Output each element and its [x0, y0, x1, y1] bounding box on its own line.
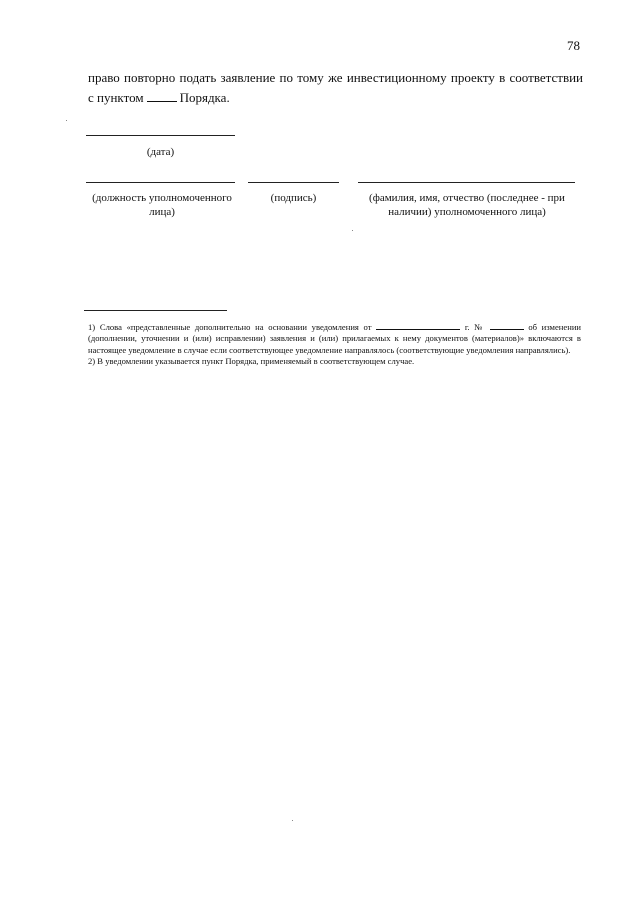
name-label-line-2: наличии) уполномоченного лица)	[388, 206, 546, 218]
name-label-line-1: (фамилия, имя, отчество (последнее - при	[369, 192, 565, 204]
signature-label: (подпись)	[270, 192, 317, 204]
footnote-1-part-1: 1) Слова «представленные дополнительно на основании уведомления от	[88, 322, 372, 332]
scan-speck	[352, 230, 353, 231]
footnote-1-part-3: об изменении (дополнении, уточнении и (или) исправлении) заявления и (или) прилагаемых к нему документов (материалов)» включаются в настоящее уведомление в случае если соответствующее уведомление направлялось (соответствующие уведомления направлялись).	[88, 322, 582, 355]
name-line	[358, 182, 575, 183]
position-label-line-1: (должность уполномоченного	[92, 192, 232, 204]
body-paragraph	[88, 68, 583, 108]
name-label	[356, 191, 578, 219]
page-number: 78	[567, 38, 580, 53]
body-line-2	[88, 88, 583, 108]
body-line-1: право повторно подать заявление по тому же инвестиционному проекту в соответствии	[88, 70, 583, 85]
footnote-2: 2) В уведомлении указывается пункт Порядка, применяемый в соответствующем случае.	[88, 355, 415, 366]
footnote-date-blank	[376, 321, 460, 330]
scan-speck	[292, 820, 293, 821]
footnote-1	[88, 321, 581, 356]
footnote-1-part-2: г. №	[464, 322, 485, 332]
scan-speck	[66, 120, 67, 121]
footnote-separator	[84, 310, 227, 311]
position-label	[80, 191, 244, 219]
clause-number-blank	[147, 90, 177, 102]
footnotes	[88, 321, 581, 367]
date-line	[86, 135, 235, 136]
position-line	[86, 182, 235, 183]
body-line-2-start: с пунктом	[88, 90, 144, 105]
position-label-line-2: лица)	[149, 206, 175, 218]
body-line-2-end: Порядка.	[179, 90, 230, 105]
signature-line	[248, 182, 339, 183]
footnote-number-blank	[490, 321, 524, 330]
date-label: (дата)	[146, 146, 175, 158]
